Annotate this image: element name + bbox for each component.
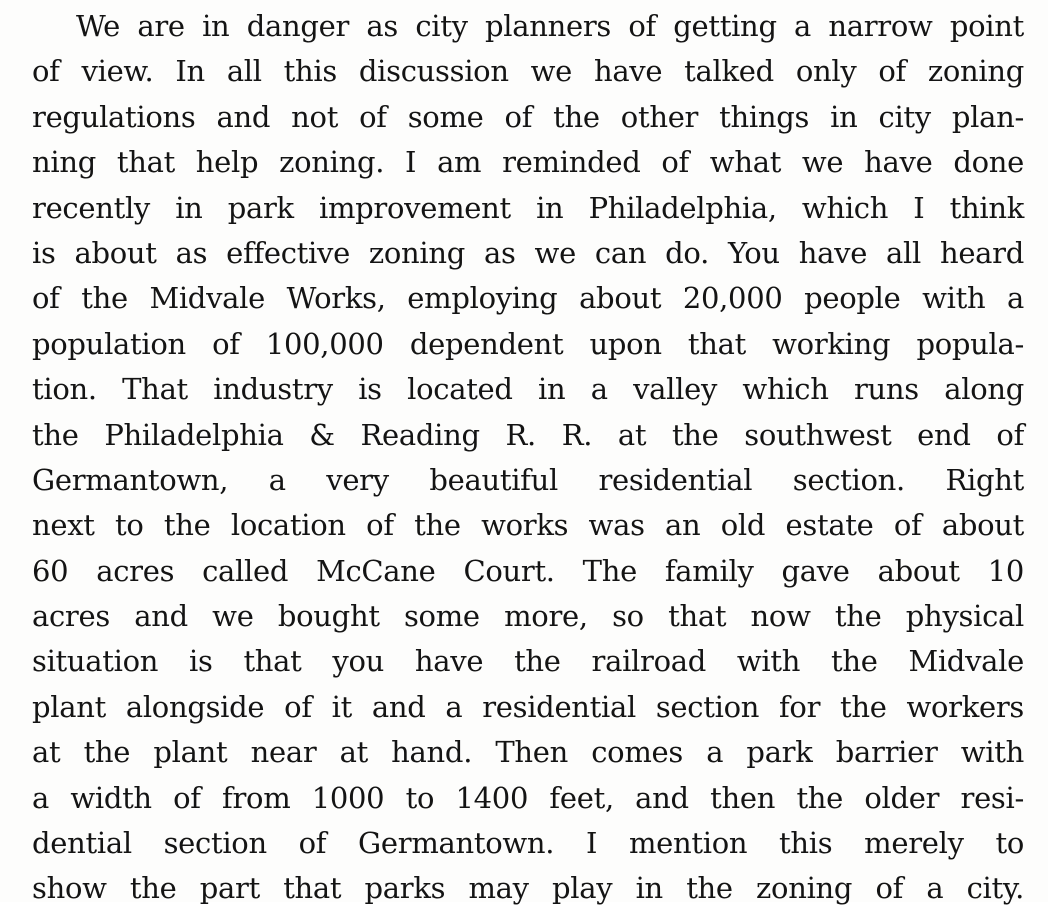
- text-line: is about as effective zoning as we can do. You have all heard: [32, 235, 1024, 270]
- text-line: dential section of Germantown. I mention this merely to: [32, 826, 1024, 861]
- text-line: acres and we bought some more, so that now the physical: [32, 599, 1024, 634]
- text-line: next to the location of the works was an old estate of about: [32, 508, 1024, 543]
- text-line: a width of from 1000 to 1400 feet, and then the older resi-: [32, 780, 1024, 815]
- text-line: plant alongside of it and a residential section for the workers: [32, 689, 1024, 724]
- text-line: of view. In all this discussion we have talked only of zoning: [32, 54, 1024, 89]
- text-line: show the part that parks may play in the zoning of a city.: [32, 871, 1024, 906]
- text-line: regulations and not of some of the other things in city plan-: [32, 99, 1024, 134]
- text-line: of the Midvale Works, employing about 20,000 people with a: [32, 281, 1024, 316]
- text-line: 60 acres called McCane Court. The family gave about 10: [32, 553, 1024, 588]
- text-line: tion. That industry is located in a valley which runs along: [32, 372, 1024, 407]
- text-line: population of 100,000 dependent upon that working popula-: [32, 326, 1024, 361]
- text-line: ning that help zoning. I am reminded of what we have done: [32, 145, 1024, 180]
- body-paragraph: [32, 4, 1024, 912]
- text-line: Germantown, a very beautiful residential section. Right: [32, 462, 1024, 497]
- text-line: recently in park improvement in Philadelphia, which I think: [32, 190, 1024, 225]
- text-line: at the plant near at hand. Then comes a park barrier with: [32, 735, 1024, 770]
- text-line: the Philadelphia & Reading R. R. at the southwest end of: [32, 417, 1024, 452]
- text-line: situation is that you have the railroad with the Midvale: [32, 644, 1024, 679]
- text-line: We are in danger as city planners of getting a narrow point: [76, 9, 1024, 43]
